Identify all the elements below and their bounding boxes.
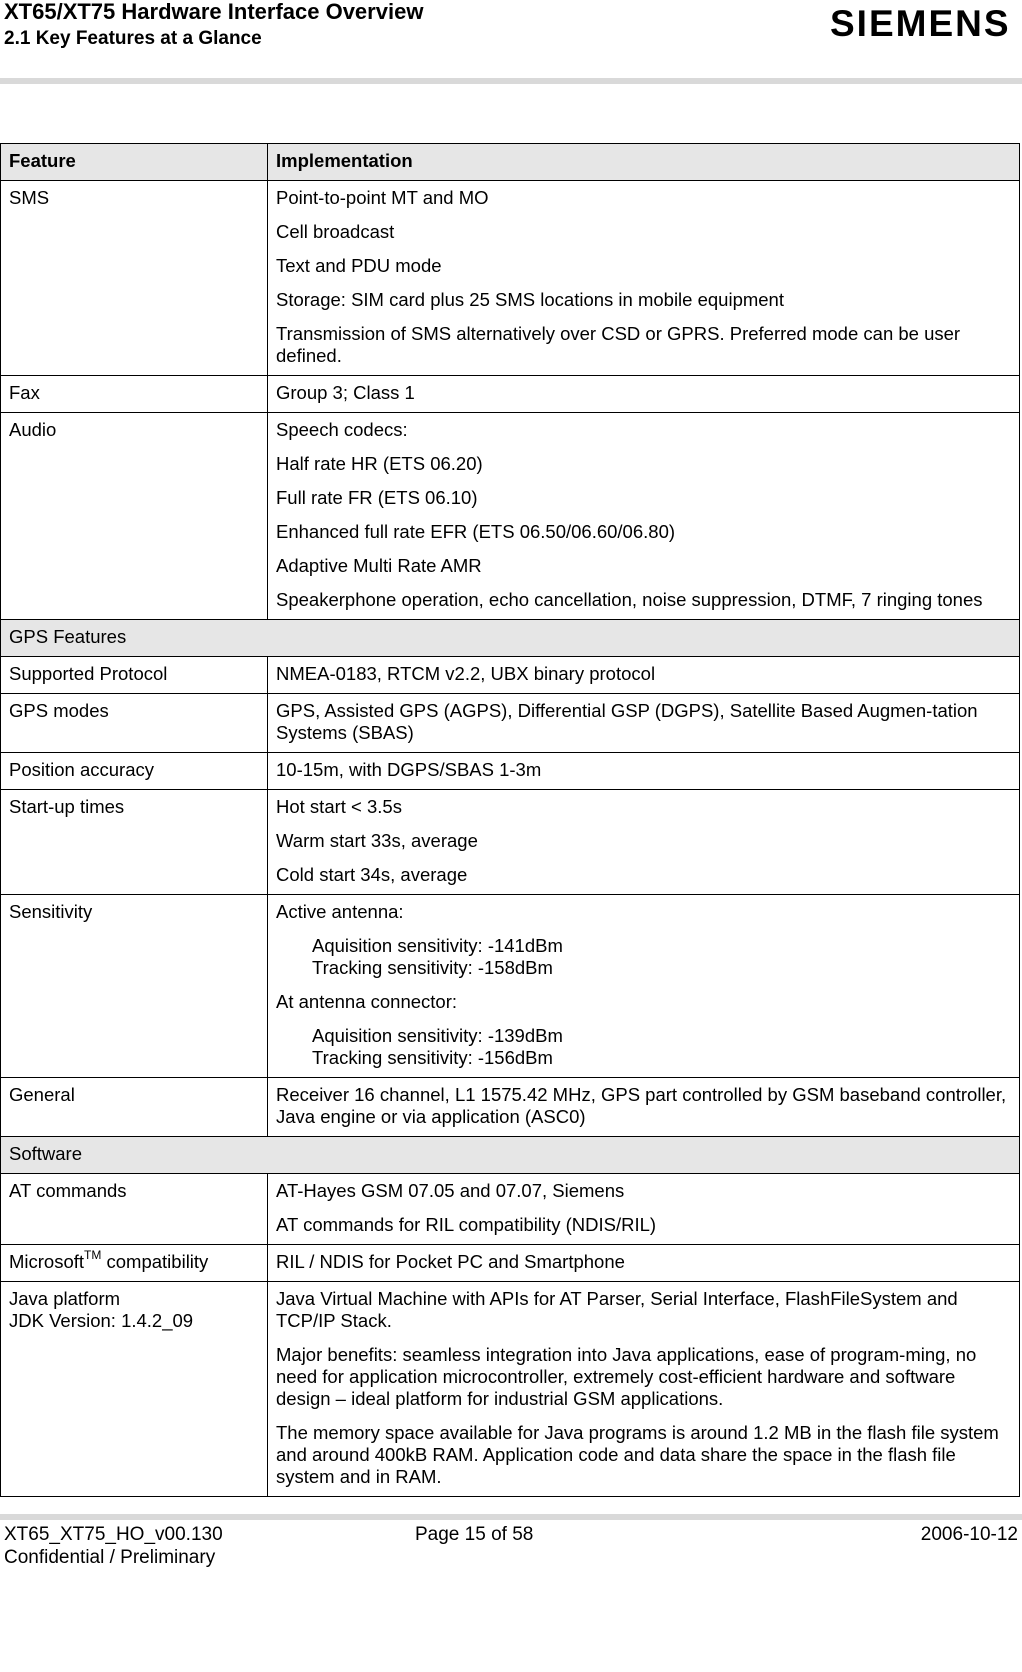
impl-line: Transmission of SMS alternatively over CSD or GPRS. Preferred mode can be user defined.	[276, 323, 961, 366]
impl-line: Tracking sensitivity: -156dBm	[312, 1047, 553, 1068]
implementation-cell	[268, 895, 1020, 1078]
table-row-java	[1, 1282, 1020, 1497]
table-row-at-commands	[1, 1174, 1020, 1245]
impl-line: The memory space available for Java programs is around 1.2 MB in the flash file system and around 400kB RAM. Application code and data share the space in the flash file system and in RAM.	[276, 1422, 999, 1487]
feature-cell: Supported Protocol	[1, 657, 268, 694]
feature-cell: Start-up times	[1, 790, 268, 895]
document-title: XT65/XT75 Hardware Interface Overview	[4, 0, 424, 24]
feature-cell	[1, 1245, 268, 1282]
header-implementation: Implementation	[268, 144, 1020, 181]
implementation-cell	[268, 413, 1020, 620]
impl-indented-block	[276, 935, 1011, 979]
implementation-cell	[268, 181, 1020, 376]
header-divider	[0, 78, 1022, 84]
section-row-gps	[1, 620, 1020, 657]
trademark-superscript: TM	[84, 1247, 102, 1262]
implementation-cell: RIL / NDIS for Pocket PC and Smartphone	[268, 1245, 1020, 1282]
impl-line: AT-Hayes GSM 07.05 and 07.07, Siemens	[276, 1180, 625, 1201]
feature-label-part: compatibility	[101, 1251, 209, 1272]
impl-line: Cell broadcast	[276, 221, 395, 242]
table-row-general	[1, 1078, 1020, 1137]
feature-cell: GPS modes	[1, 694, 268, 753]
feature-cell: General	[1, 1078, 268, 1137]
implementation-cell: NMEA-0183, RTCM v2.2, UBX binary protocol	[268, 657, 1020, 694]
table-header-row	[1, 144, 1020, 181]
table-row-audio	[1, 413, 1020, 620]
section-row-software	[1, 1137, 1020, 1174]
features-table	[0, 143, 1020, 1497]
feature-cell: Sensitivity	[1, 895, 268, 1078]
impl-line: Aquisition sensitivity: -139dBm	[312, 1025, 563, 1046]
implementation-cell: 10-15m, with DGPS/SBAS 1-3m	[268, 753, 1020, 790]
impl-line: At antenna connector:	[276, 991, 458, 1012]
impl-line: Enhanced full rate EFR (ETS 06.50/06.60/06.80)	[276, 521, 676, 542]
table-row-sms	[1, 181, 1020, 376]
impl-line: Active antenna:	[276, 901, 404, 922]
feature-cell	[1, 1282, 268, 1497]
section-label: Software	[1, 1137, 1020, 1174]
table-row-accuracy	[1, 753, 1020, 790]
feature-label-part: Microsoft	[9, 1251, 85, 1272]
implementation-cell: GPS, Assisted GPS (AGPS), Differential GSP (DGPS), Satellite Based Augmen-tation Systems (SBAS)	[268, 694, 1020, 753]
table-row-sensitivity	[1, 895, 1020, 1078]
footer-date: 2006-10-12	[920, 1524, 1018, 1545]
feature-cell: SMS	[1, 181, 268, 376]
section-label: GPS Features	[1, 620, 1020, 657]
impl-line: Storage: SIM card plus 25 SMS locations in mobile equipment	[276, 289, 784, 310]
impl-indented-block	[276, 1025, 1011, 1069]
footer-page-number: Page 15 of 58	[415, 1524, 534, 1545]
feature-cell: AT commands	[1, 1174, 268, 1245]
impl-line: Hot start < 3.5s	[276, 796, 402, 817]
impl-line: Cold start 34s, average	[276, 864, 468, 885]
impl-line: Point-to-point MT and MO	[276, 187, 489, 208]
impl-line: Warm start 33s, average	[276, 830, 478, 851]
impl-line: Major benefits: seamless integration into Java applications, ease of program-ming, no need for application microcontroller, extremely cost-efficient hardware and software design – ideal platform for industrial GSM applications.	[276, 1344, 977, 1409]
impl-line: Full rate FR (ETS 06.10)	[276, 487, 478, 508]
implementation-cell	[268, 1174, 1020, 1245]
feature-label-line: JDK Version: 1.4.2_09	[9, 1310, 194, 1331]
table-row-protocol	[1, 657, 1020, 694]
siemens-logo: SIEMENS	[830, 3, 1011, 44]
feature-cell: Fax	[1, 376, 268, 413]
feature-cell: Position accuracy	[1, 753, 268, 790]
table-row-microsoft	[1, 1245, 1020, 1282]
impl-line: AT commands for RIL compatibility (NDIS/RIL)	[276, 1214, 657, 1235]
impl-line: Adaptive Multi Rate AMR	[276, 555, 482, 576]
impl-line: Aquisition sensitivity: -141dBm	[312, 935, 563, 956]
feature-label-line: Java platform	[9, 1288, 121, 1309]
implementation-cell: Group 3; Class 1	[268, 376, 1020, 413]
table-row-fax	[1, 376, 1020, 413]
impl-line: Text and PDU mode	[276, 255, 442, 276]
impl-line: Half rate HR (ETS 06.20)	[276, 453, 483, 474]
table-row-gps-modes	[1, 694, 1020, 753]
feature-cell: Audio	[1, 413, 268, 620]
section-title: 2.1 Key Features at a Glance	[4, 28, 262, 49]
impl-line: Speakerphone operation, echo cancellation, noise suppression, DTMF, 7 ringing tones	[276, 589, 983, 610]
header-feature: Feature	[1, 144, 268, 181]
impl-line: Speech codecs:	[276, 419, 408, 440]
footer-divider	[0, 1514, 1022, 1520]
table-row-startup	[1, 790, 1020, 895]
implementation-cell: Receiver 16 channel, L1 1575.42 MHz, GPS part controlled by GSM baseband controller, Java engine or via application (ASC0)	[268, 1078, 1020, 1137]
implementation-cell	[268, 790, 1020, 895]
implementation-cell	[268, 1282, 1020, 1497]
footer-doc-id: XT65_XT75_HO_v00.130	[4, 1524, 223, 1545]
impl-line: Java Virtual Machine with APIs for AT Parser, Serial Interface, FlashFileSystem and TCP/IP Stack.	[276, 1288, 958, 1331]
footer-confidential: Confidential / Preliminary	[4, 1547, 216, 1568]
impl-line: Tracking sensitivity: -158dBm	[312, 957, 553, 978]
